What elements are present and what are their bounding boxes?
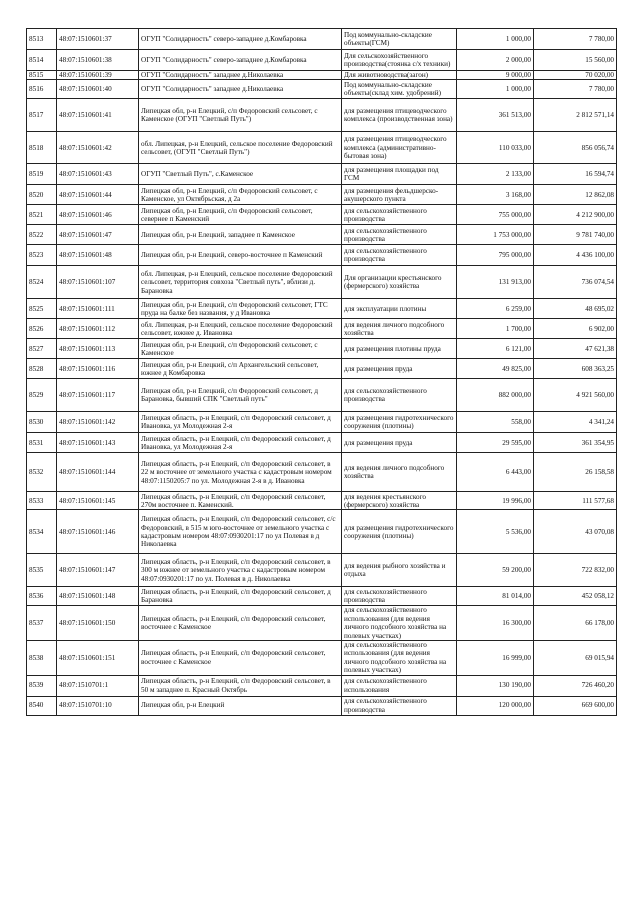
cadastral-value-cell: 4 341,24 xyxy=(534,412,617,433)
area-value-cell: 2 133,00 xyxy=(457,164,534,185)
table-row xyxy=(27,433,617,453)
table-row xyxy=(27,205,617,225)
permitted-use-cell: для размещения площадки под ГСМ xyxy=(342,164,457,185)
permitted-use-cell: для сельскохозяйственного производства xyxy=(342,225,457,245)
table-row xyxy=(27,225,617,245)
area-value-cell: 49 825,00 xyxy=(457,359,534,379)
cadastral-number-cell: 48:07:1510601:146 xyxy=(57,510,139,554)
cadastral-number-cell: 48:07:1510601:145 xyxy=(57,492,139,510)
table-row xyxy=(27,299,617,319)
table-row xyxy=(27,29,617,50)
permitted-use-cell: для размещения гидротехнического сооружения (плотины) xyxy=(342,412,457,433)
area-value-cell: 9 000,00 xyxy=(457,71,534,80)
row-number-cell: 8522 xyxy=(27,225,57,245)
table-row xyxy=(27,50,617,71)
permitted-use-cell: для сельскохозяйственного производства xyxy=(342,245,457,266)
cadastral-value-cell: 12 862,08 xyxy=(534,185,617,205)
cadastral-number-cell: 48:07:1510601:48 xyxy=(57,245,139,266)
area-value-cell: 120 000,00 xyxy=(457,696,534,715)
permitted-use-cell: для ведения рыбного хозяйства и отдыха xyxy=(342,554,457,587)
row-number-cell: 8515 xyxy=(27,71,57,80)
area-value-cell: 131 913,00 xyxy=(457,266,534,299)
row-number-cell: 8527 xyxy=(27,339,57,359)
document-page xyxy=(26,28,616,716)
row-number-cell: 8516 xyxy=(27,80,57,99)
cadastral-number-cell: 48:07:1510601:148 xyxy=(57,587,139,606)
location-address-cell: ОГУП "Солидарность" западнее д.Николаевка xyxy=(139,71,342,80)
table-row xyxy=(27,379,617,412)
area-value-cell: 2 000,00 xyxy=(457,50,534,71)
row-number-cell: 8521 xyxy=(27,205,57,225)
cadastral-value-cell: 736 074,54 xyxy=(534,266,617,299)
location-address-cell: Липецкая область, р-н Елецкий, с/п Федоровский сельсовет, восточнее с Каменское xyxy=(139,606,342,641)
cadastral-value-cell: 70 020,00 xyxy=(534,71,617,80)
area-value-cell: 110 033,00 xyxy=(457,132,534,164)
row-number-cell: 8535 xyxy=(27,554,57,587)
permitted-use-cell: для сельскохозяйственного производства xyxy=(342,696,457,715)
cadastral-number-cell: 48:07:1510601:143 xyxy=(57,433,139,453)
row-number-cell: 8519 xyxy=(27,164,57,185)
permitted-use-cell: для ведения личного подсобного хозяйства xyxy=(342,453,457,492)
cadastral-value-cell: 361 354,95 xyxy=(534,433,617,453)
area-value-cell: 1 700,00 xyxy=(457,319,534,339)
area-value-cell: 81 014,00 xyxy=(457,587,534,606)
cadastral-number-cell: 48:07:1510601:38 xyxy=(57,50,139,71)
area-value-cell: 755 000,00 xyxy=(457,205,534,225)
location-address-cell: Липецкая обл, р-н Елецкий, с/п Архангельский сельсовет, южнее д Комбаровка xyxy=(139,359,342,379)
cadastral-number-cell: 48:07:1510601:116 xyxy=(57,359,139,379)
cadastral-number-cell: 48:07:1510601:142 xyxy=(57,412,139,433)
location-address-cell: Липецкая обл, р-н Елецкий, северо-восточнее п Каменский xyxy=(139,245,342,266)
table-row xyxy=(27,696,617,715)
row-number-cell: 8523 xyxy=(27,245,57,266)
permitted-use-cell: Для сельскохозяйственного производства(стоянка с/х техники) xyxy=(342,50,457,71)
cadastral-value-cell: 2 812 571,14 xyxy=(534,99,617,132)
table-row xyxy=(27,675,617,696)
location-address-cell: Липецкая область, р-н Елецкий, с/п Федоровский сельсовет, д Ивановка, ул Молодежная 2-я xyxy=(139,433,342,453)
cadastral-value-cell: 722 832,00 xyxy=(534,554,617,587)
location-address-cell: Липецкая область, р-н Елецкий, с/п Федоровский сельсовет, восточнее с Каменское xyxy=(139,641,342,676)
permitted-use-cell: для эксплуатации плотины xyxy=(342,299,457,319)
location-address-cell: обл. Липецкая, р-н Елецкий, сельское поселение Федоровский сельсовет, территория совхоза "Светлый путь", вблизи д. Барановка xyxy=(139,266,342,299)
location-address-cell: Липецкая обл, р-н Елецкий, западнее п Каменское xyxy=(139,225,342,245)
cadastral-value-cell: 4 212 900,00 xyxy=(534,205,617,225)
row-number-cell: 8518 xyxy=(27,132,57,164)
cadastral-number-cell: 48:07:1510601:44 xyxy=(57,185,139,205)
cadastral-value-cell: 4 921 560,00 xyxy=(534,379,617,412)
table-row xyxy=(27,359,617,379)
row-number-cell: 8532 xyxy=(27,453,57,492)
table-row xyxy=(27,587,617,606)
area-value-cell: 558,00 xyxy=(457,412,534,433)
area-value-cell: 795 000,00 xyxy=(457,245,534,266)
land-plots-table xyxy=(26,28,617,716)
location-address-cell: обл. Липецкая, р-н Елецкий, сельское поселение Федоровский сельсовет, южнее д. Ивановка xyxy=(139,319,342,339)
table-row xyxy=(27,606,617,641)
permitted-use-cell: для размещения птицеводческого комплекса (административно-бытовая зона) xyxy=(342,132,457,164)
row-number-cell: 8513 xyxy=(27,29,57,50)
area-value-cell: 6 259,00 xyxy=(457,299,534,319)
location-address-cell: Липецкая область, р-н Елецкий, с/п Федоровский сельсовет, 270м восточнее п. Каменский. xyxy=(139,492,342,510)
cadastral-value-cell: 15 560,00 xyxy=(534,50,617,71)
location-address-cell: Липецкая обл, р-н Елецкий, с/п Федоровский сельсовет, севернее п Каменский xyxy=(139,205,342,225)
cadastral-number-cell: 48:07:1510601:111 xyxy=(57,299,139,319)
cadastral-number-cell: 48:07:1510601:37 xyxy=(57,29,139,50)
area-value-cell: 59 200,00 xyxy=(457,554,534,587)
row-number-cell: 8526 xyxy=(27,319,57,339)
location-address-cell: ОГУП "Светлый Путь", с.Каменское xyxy=(139,164,342,185)
cadastral-value-cell: 7 780,00 xyxy=(534,29,617,50)
row-number-cell: 8514 xyxy=(27,50,57,71)
permitted-use-cell: для сельскохозяйственного производства xyxy=(342,205,457,225)
row-number-cell: 8517 xyxy=(27,99,57,132)
permitted-use-cell: для размещения гидротехнического сооружения (плотины) xyxy=(342,510,457,554)
area-value-cell: 3 168,00 xyxy=(457,185,534,205)
row-number-cell: 8524 xyxy=(27,266,57,299)
cadastral-number-cell: 48:07:1510601:113 xyxy=(57,339,139,359)
location-address-cell: ОГУП "Солидарность" западнее д.Николаевка xyxy=(139,80,342,99)
table-row xyxy=(27,319,617,339)
permitted-use-cell: для размещения пруда xyxy=(342,433,457,453)
row-number-cell: 8538 xyxy=(27,641,57,676)
location-address-cell: Липецкая область, р-н Елецкий, с/п Федоровский сельсовет, в 300 м южнее от земельного участка с кадастровым номером 48:07:0930201:17 по ул. Полевая в д. Николаевка xyxy=(139,554,342,587)
cadastral-number-cell: 48:07:1510601:117 xyxy=(57,379,139,412)
location-address-cell: Липецкая обл, р-н Елецкий xyxy=(139,696,342,715)
location-address-cell: обл. Липецкая, р-н Елецкий, сельское поселение Федоровский сельсовет, (ОГУП "Светлый Путь") xyxy=(139,132,342,164)
permitted-use-cell: для сельскохозяйственного производства xyxy=(342,379,457,412)
cadastral-number-cell: 48:07:1510601:39 xyxy=(57,71,139,80)
cadastral-number-cell: 48:07:1510601:47 xyxy=(57,225,139,245)
table-row xyxy=(27,339,617,359)
table-row xyxy=(27,492,617,510)
cadastral-number-cell: 48:07:1510601:42 xyxy=(57,132,139,164)
cadastral-value-cell: 16 594,74 xyxy=(534,164,617,185)
location-address-cell: Липецкая область, р-н Елецкий, с/п Федоровский сельсовет, д Ивановка, ул Молодежная 2-я xyxy=(139,412,342,433)
location-address-cell: Липецкая область, р-н Елецкий, с/п Федоровский сельсовет, в 22 м восточнее от земельного участка с кадастровым номером 48:07:1150205:7 по ул. Молодежная 2-я в д. Ивановка xyxy=(139,453,342,492)
location-address-cell: Липецкая обл, р-н Елецкий, с/п Федоровский сельсовет, с Каменское, ул Октябрьская, д 2а xyxy=(139,185,342,205)
area-value-cell: 1 000,00 xyxy=(457,29,534,50)
row-number-cell: 8520 xyxy=(27,185,57,205)
cadastral-value-cell: 111 577,68 xyxy=(534,492,617,510)
row-number-cell: 8540 xyxy=(27,696,57,715)
permitted-use-cell: Для организации крестьянского (фермерского) хозяйства xyxy=(342,266,457,299)
cadastral-value-cell: 66 178,00 xyxy=(534,606,617,641)
area-value-cell: 19 996,00 xyxy=(457,492,534,510)
table-row xyxy=(27,266,617,299)
permitted-use-cell: для сельскохозяйственного производства xyxy=(342,587,457,606)
cadastral-value-cell: 7 780,00 xyxy=(534,80,617,99)
area-value-cell: 6 121,00 xyxy=(457,339,534,359)
area-value-cell: 130 190,00 xyxy=(457,675,534,696)
table-row xyxy=(27,245,617,266)
cadastral-value-cell: 856 056,74 xyxy=(534,132,617,164)
table-row xyxy=(27,510,617,554)
cadastral-value-cell: 6 902,00 xyxy=(534,319,617,339)
permitted-use-cell: Под коммунально-складские объекты(склад хим. удобрений) xyxy=(342,80,457,99)
cadastral-number-cell: 48:07:1510601:151 xyxy=(57,641,139,676)
table-row xyxy=(27,185,617,205)
cadastral-value-cell: 726 460,20 xyxy=(534,675,617,696)
permitted-use-cell: для сельскохозяйственного использования (для ведения личного подсобного хозяйства на полевых участках) xyxy=(342,641,457,676)
cadastral-value-cell: 4 436 100,00 xyxy=(534,245,617,266)
permitted-use-cell: Под коммунально-складские объекты(ГСМ) xyxy=(342,29,457,50)
table-row xyxy=(27,554,617,587)
cadastral-value-cell: 452 058,12 xyxy=(534,587,617,606)
location-address-cell: ОГУП "Солидарность" северо-западнее д.Комбаровка xyxy=(139,29,342,50)
location-address-cell: Липецкая область, р-н Елецкий, с/п Федоровский сельсовет, с/с Федоровский, в 515 м юго-восточнее от земельного участка с кадастровым номером 48:07:0930201:17 по ул Полевая в д Николаевка xyxy=(139,510,342,554)
permitted-use-cell: для размещения фельдшерско-акушерского пункта xyxy=(342,185,457,205)
permitted-use-cell: для размещения плотины пруда xyxy=(342,339,457,359)
permitted-use-cell: для сельскохозяйственного использования xyxy=(342,675,457,696)
permitted-use-cell: для размещения пруда xyxy=(342,359,457,379)
table-row xyxy=(27,412,617,433)
table-row xyxy=(27,132,617,164)
area-value-cell: 5 536,00 xyxy=(457,510,534,554)
cadastral-number-cell: 48:07:1510601:41 xyxy=(57,99,139,132)
cadastral-value-cell: 48 695,02 xyxy=(534,299,617,319)
cadastral-number-cell: 48:07:1510601:46 xyxy=(57,205,139,225)
table-row xyxy=(27,164,617,185)
permitted-use-cell: для ведения крестьянского (фермерского) хозяйства xyxy=(342,492,457,510)
location-address-cell: Липецкая область, р-н Елецкий, с/п Федоровский сельсовет, д Барановка xyxy=(139,587,342,606)
cadastral-number-cell: 48:07:1510601:40 xyxy=(57,80,139,99)
area-value-cell: 361 513,00 xyxy=(457,99,534,132)
area-value-cell: 1 753 000,00 xyxy=(457,225,534,245)
cadastral-number-cell: 48:07:1510601:112 xyxy=(57,319,139,339)
cadastral-value-cell: 43 070,08 xyxy=(534,510,617,554)
row-number-cell: 8534 xyxy=(27,510,57,554)
row-number-cell: 8529 xyxy=(27,379,57,412)
location-address-cell: Липецкая обл, р-н Елецкий, с/п Федоровский сельсовет, с Каменское xyxy=(139,339,342,359)
area-value-cell: 16 300,00 xyxy=(457,606,534,641)
row-number-cell: 8531 xyxy=(27,433,57,453)
location-address-cell: Липецкая область, р-н Елецкий, с/п Федоровский сельсовет, в 50 м западнее п. Красный Октябрь xyxy=(139,675,342,696)
cadastral-value-cell: 26 158,58 xyxy=(534,453,617,492)
row-number-cell: 8530 xyxy=(27,412,57,433)
location-address-cell: ОГУП "Солидарность" северо-западнее д.Комбаровка xyxy=(139,50,342,71)
table-row xyxy=(27,80,617,99)
land-plots-table-body xyxy=(27,29,617,716)
table-row xyxy=(27,453,617,492)
permitted-use-cell: для сельскохозяйственного использования (для ведения личного подсобного хозяйства на полевых участках) xyxy=(342,606,457,641)
row-number-cell: 8539 xyxy=(27,675,57,696)
row-number-cell: 8533 xyxy=(27,492,57,510)
area-value-cell: 1 000,00 xyxy=(457,80,534,99)
cadastral-number-cell: 48:07:1510601:144 xyxy=(57,453,139,492)
table-row xyxy=(27,71,617,80)
row-number-cell: 8525 xyxy=(27,299,57,319)
location-address-cell: Липецкая обл, р-н Елецкий, с/п Федоровский сельсовет, с Каменское (ОГУП "Светлый Путь") xyxy=(139,99,342,132)
cadastral-value-cell: 608 363,25 xyxy=(534,359,617,379)
cadastral-number-cell: 48:07:1510601:150 xyxy=(57,606,139,641)
cadastral-value-cell: 669 600,00 xyxy=(534,696,617,715)
cadastral-value-cell: 9 781 740,00 xyxy=(534,225,617,245)
cadastral-value-cell: 47 621,38 xyxy=(534,339,617,359)
permitted-use-cell: для размещения птицеводческого комплекса (производственная зона) xyxy=(342,99,457,132)
cadastral-number-cell: 48:07:1510601:107 xyxy=(57,266,139,299)
table-row xyxy=(27,99,617,132)
area-value-cell: 6 443,00 xyxy=(457,453,534,492)
area-value-cell: 29 595,00 xyxy=(457,433,534,453)
location-address-cell: Липецкая обл, р-н Елецкий, с/п Федоровский сельсовет, д Барановка, бывший СПК "Светлый путь" xyxy=(139,379,342,412)
permitted-use-cell: для ведения личного подсобного хозяйства xyxy=(342,319,457,339)
table-row xyxy=(27,641,617,676)
cadastral-value-cell: 69 015,94 xyxy=(534,641,617,676)
cadastral-number-cell: 48:07:1510601:43 xyxy=(57,164,139,185)
row-number-cell: 8537 xyxy=(27,606,57,641)
cadastral-number-cell: 48:07:1510601:147 xyxy=(57,554,139,587)
permitted-use-cell: Для животноводства(загон) xyxy=(342,71,457,80)
row-number-cell: 8528 xyxy=(27,359,57,379)
area-value-cell: 16 999,00 xyxy=(457,641,534,676)
cadastral-number-cell: 48:07:1510701:1 xyxy=(57,675,139,696)
location-address-cell: Липецкая обл, р-н Елецкий, с/п Федоровский сельсовет, ГТС пруда на балке без названия, у д Ивановка xyxy=(139,299,342,319)
area-value-cell: 882 000,00 xyxy=(457,379,534,412)
row-number-cell: 8536 xyxy=(27,587,57,606)
cadastral-number-cell: 48:07:1510701:10 xyxy=(57,696,139,715)
